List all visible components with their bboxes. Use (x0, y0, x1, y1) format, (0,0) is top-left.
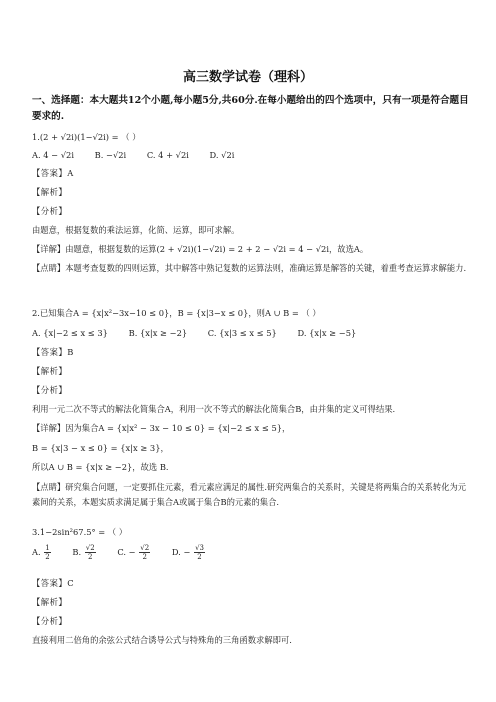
q2-detail-1: 【详解】因为集合A = {x|x² − 3x − 10 ≤ 0} = {x|−2 ≤ x ≤ 5}， (32, 423, 291, 433)
q3-option-d-fraction (194, 544, 205, 561)
q2-analysis: 利用一元二次不等式的解法化简集合A，利用一次不等式的解法化简集合B，由并集的定义可得结果. (32, 404, 396, 414)
q3-option-c (117, 544, 151, 561)
q2-option-b: B. {x|x ≥ −2} (128, 328, 188, 338)
q3-option-a-label: A. (32, 547, 41, 557)
q3-option-b-denominator: 2 (88, 553, 93, 561)
q1-options (32, 149, 252, 161)
q1-option-a: A. 4 − √2i (32, 150, 74, 160)
q2-stem: 2.已知集合A = {x|x²−3x−10 ≤ 0}，B = {x|3−x ≤ 0}，则A ∪ B = （ ） (32, 308, 321, 318)
q2-fenxi-tag: 【分析】 (32, 385, 68, 395)
q3-option-d-numerator: √3 (195, 544, 204, 552)
q3-fenxi-tag: 【分析】 (32, 616, 68, 626)
q3-option-b (72, 544, 96, 561)
q2-options (32, 327, 374, 339)
q2-option-a: A. {x|−2 ≤ x ≤ 3} (32, 328, 108, 338)
q1-jiexi-tag: 【解析】 (32, 187, 68, 197)
q3-option-d-label: D. − (171, 547, 191, 557)
q1-answer: 【答案】A (32, 168, 74, 178)
q3-option-b-numerator: √2 (85, 544, 95, 552)
q3-option-a (32, 544, 52, 561)
q1-detail: 【详解】由题意，根据复数的运算(2 + √2i)(1−√2i) = 2 + 2 − √2i = 4 − √2i，故选A。 (32, 244, 369, 254)
q3-option-d (172, 544, 206, 561)
q3-option-d-denominator: 2 (197, 553, 202, 561)
q1-comment: 【点睛】本题考查复数的四则运算，其中解答中熟记复数的运算法则，准确运算是解答的关键，着重考查运算求解能力. (32, 263, 467, 273)
q3-stem: 3.1−2sin²67.5° = （ ） (32, 527, 128, 537)
q3-option-b-fraction (85, 544, 96, 561)
q1-option-c: C. 4 + √2i (146, 150, 189, 160)
q3-jiexi-tag: 【解析】 (32, 597, 68, 607)
section-heading: 一、选择题：本大题共12个小题,每小题5分,共60分.在每小题给出的四个选项中，只有一项是符合题目要求的. (32, 95, 469, 122)
q2-comment: 【点睛】研究集合问题，一定要抓住元素，看元素应满足的属性.研究两集合的关系时，关键是将两集合的关系转化为元素间的关系，本题实质求满足属于集合A或属于集合B的元素的集合. (32, 482, 467, 507)
page-title: 高三数学试卷（理科） (182, 70, 313, 85)
q2-detail-3: 所以A ∪ B = {x|x ≥ −2}，故选 B. (32, 462, 169, 472)
q2-option-d: D. {x|x ≥ −5} (297, 328, 357, 338)
q3-option-b-label: B. (72, 547, 82, 557)
q3-analysis: 直接利用二倍角的余弦公式结合诱导公式与特殊角的三角函数求解即可. (32, 635, 292, 645)
q3-option-a-denominator: 2 (45, 553, 50, 561)
q2-jiexi-tag: 【解析】 (32, 366, 68, 376)
q2-detail-2: B = {x|3 − x ≤ 0} = {x|x ≥ 3}， (32, 443, 169, 453)
q3-option-c-label: C. − (117, 547, 136, 557)
q3-option-a-numerator: 1 (45, 544, 50, 552)
q3-option-c-numerator: √2 (140, 544, 150, 552)
q1-option-d: D. √2i (209, 150, 235, 160)
q1-fenxi-tag: 【分析】 (32, 206, 68, 216)
q2-option-c: C. {x|3 ≤ x ≤ 5} (207, 328, 277, 338)
q2-answer: 【答案】B (32, 347, 74, 357)
q1-stem: 1.(2 + √2i)(1−√2i) = （ ） (32, 132, 141, 142)
q3-answer: 【答案】C (32, 578, 75, 588)
q1-option-b: B. −√2i (94, 150, 127, 160)
q3-option-c-denominator: 2 (142, 553, 147, 561)
q3-options (32, 544, 224, 561)
q3-option-c-fraction (139, 544, 150, 561)
q1-analysis: 由题意，根据复数的乘法运算，化简、运算，即可求解。 (32, 225, 240, 235)
q3-option-a-fraction (44, 544, 50, 561)
